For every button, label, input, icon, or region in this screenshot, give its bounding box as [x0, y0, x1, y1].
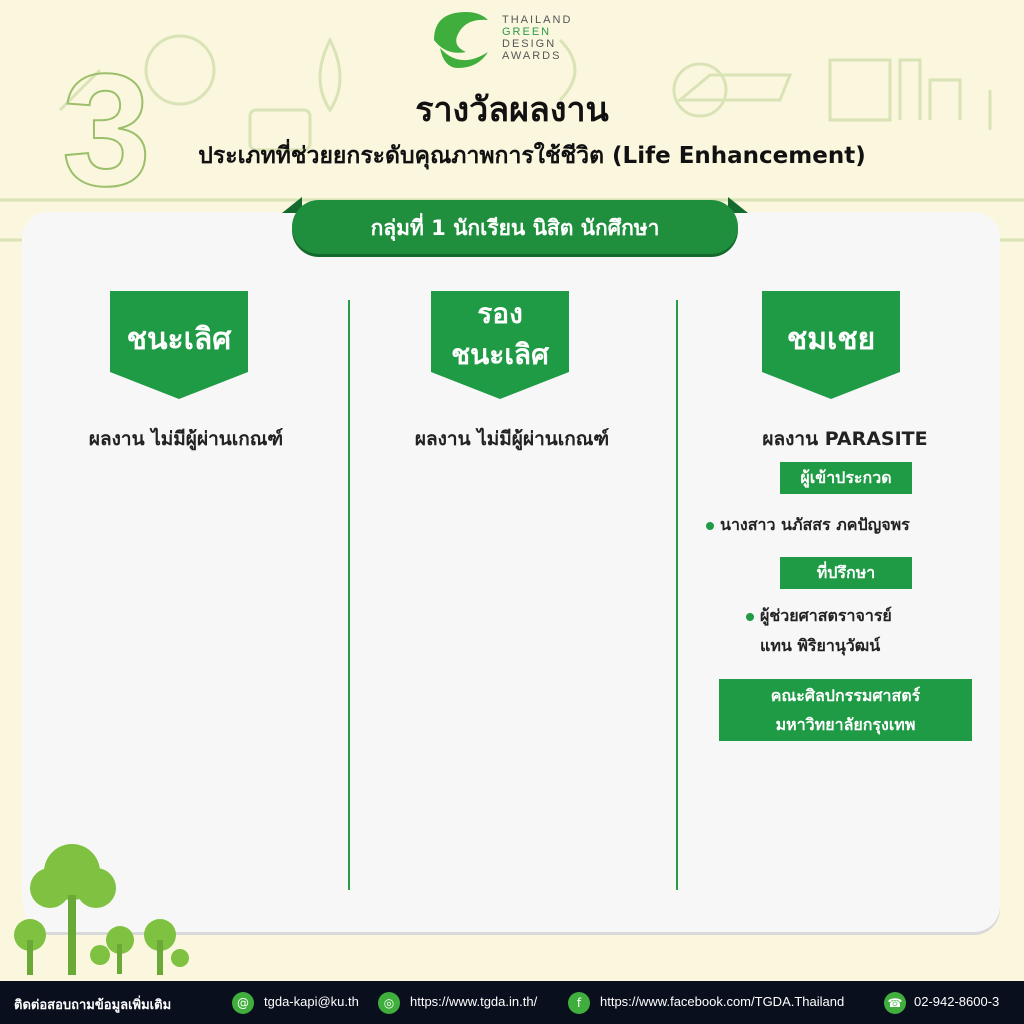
contact-website[interactable]: https://www.tgda.in.th/	[410, 994, 538, 1009]
logo-line-thailand: THAILAND	[502, 14, 573, 26]
bullet-dot-icon	[746, 613, 754, 621]
page-title: รางวัลผลงาน	[415, 90, 609, 130]
work-title-runner-up: ผลงาน ไม่มีผู้ผ่านเกณฑ์	[414, 428, 610, 450]
contestant-name: นางสาว นภัสสร ภคปัญจพร	[720, 515, 910, 534]
globe-icon: ◎	[378, 992, 400, 1014]
facebook-icon: f	[568, 992, 590, 1014]
work-title-winner: ผลงาน ไม่มีผู้ผ่านเกณฑ์	[88, 428, 284, 450]
logo-line-design: DESIGN	[502, 38, 557, 50]
faculty-name: คณะศิลปกรรมศาสตร์	[770, 686, 921, 705]
category-number: 3	[62, 50, 151, 200]
trees-illustration	[0, 840, 200, 980]
advisor-title: ผู้ช่วยศาสตราจารย์	[760, 606, 892, 625]
university-name: มหาวิทยาลัยกรุงเทพ	[775, 715, 916, 734]
group-label: กลุ่มที่ 1 นักเรียน นิสิต นักศึกษา	[370, 216, 660, 240]
contact-phone[interactable]: 02-942-8600-3	[914, 994, 1000, 1009]
contact-email[interactable]: tgda-kapi@ku.th	[264, 994, 359, 1009]
award-title-runner-up-line1: รอง	[477, 297, 523, 330]
contact-label: ติดต่อสอบถามข้อมูลเพิ่มเติม	[14, 998, 172, 1013]
award-title-winner: ชนะเลิศ	[126, 322, 232, 357]
contact-facebook[interactable]: https://www.facebook.com/TGDA.Thailand	[600, 994, 845, 1009]
logo-line-green: GREEN	[502, 26, 552, 38]
faculty-box	[719, 679, 972, 741]
bullet-dot-icon	[706, 522, 714, 530]
award-title-runner-up-line2: ชนะเลิศ	[451, 338, 549, 371]
leaf-logo-icon	[428, 6, 498, 72]
column-divider	[348, 300, 350, 890]
page-subtitle: ประเภทที่ช่วยยกระดับคุณภาพการใช้ชีวิต (Life Enhancement)	[198, 143, 866, 169]
logo-line-awards: AWARDS	[502, 50, 562, 62]
contestant-name-item	[706, 513, 910, 538]
column-divider	[676, 300, 678, 890]
phone-icon: ☎	[884, 992, 906, 1014]
tgda-logo	[428, 6, 588, 72]
logo-wordmark	[502, 14, 572, 62]
email-icon: @	[232, 992, 254, 1014]
advisor-label: ที่ปรึกษา	[780, 557, 912, 589]
contact-footer	[0, 981, 1024, 1024]
award-title-honorable-mention: ชมเชย	[786, 322, 876, 357]
contestant-label: ผู้เข้าประกวด	[780, 462, 912, 494]
work-title-honorable-mention: ผลงาน PARASITE	[762, 428, 928, 450]
advisor-name-item	[746, 604, 892, 629]
advisor-name: แทน พิริยานุวัฒน์	[760, 636, 881, 655]
